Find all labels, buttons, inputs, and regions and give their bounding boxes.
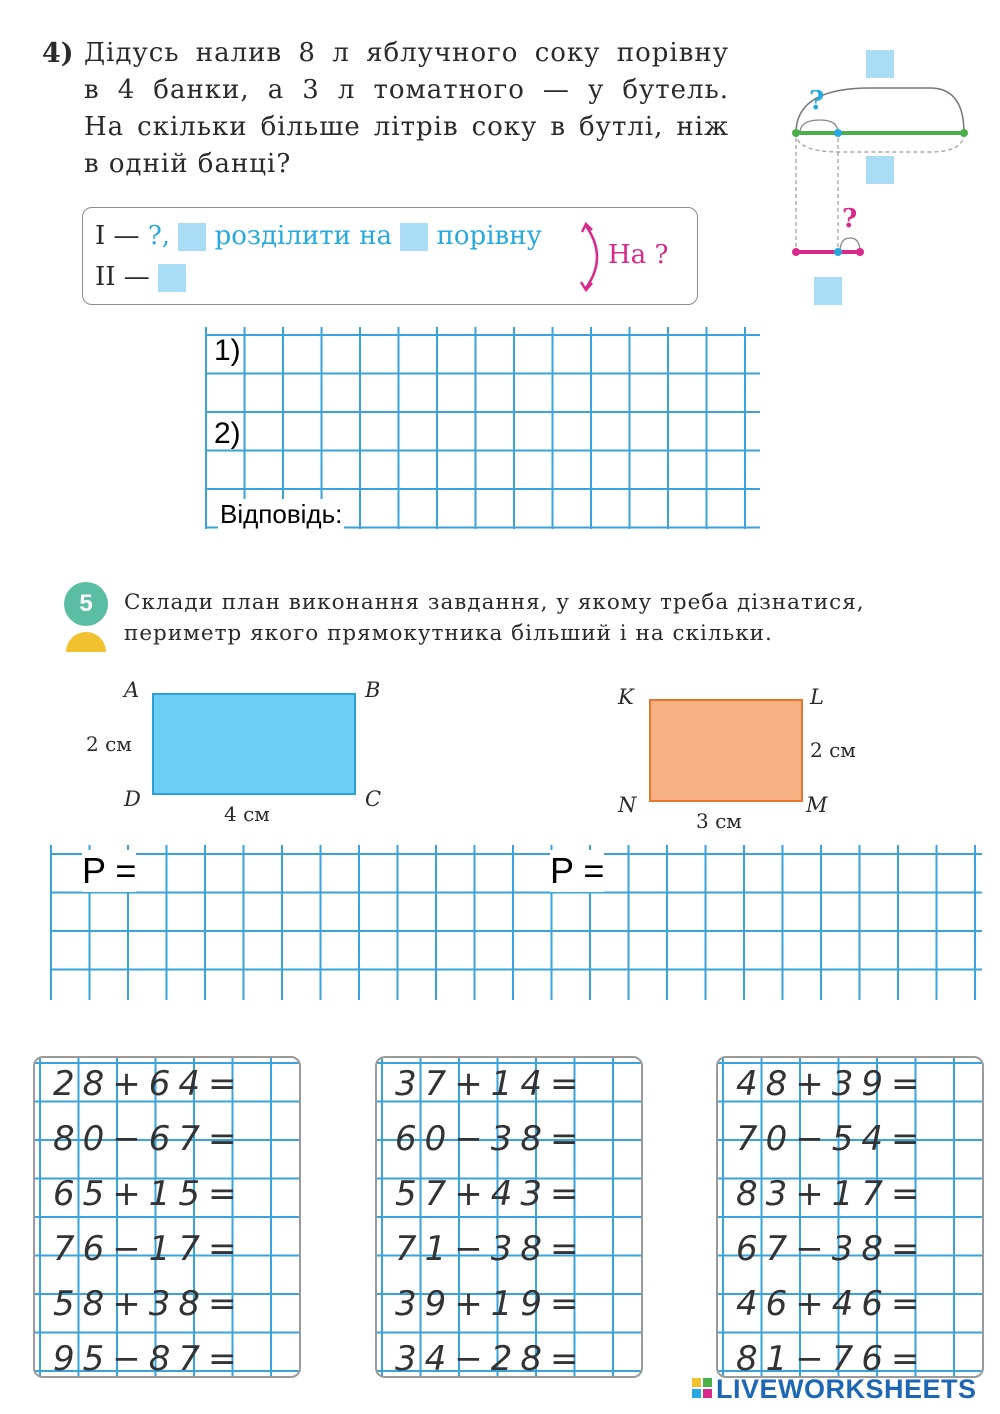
problem-4-text-line-2: в 4 банки, а 3 л томатного — у бутель. (84, 75, 729, 105)
blank-box (814, 277, 842, 305)
problem-4-number: 4) (42, 38, 74, 69)
plan-row-1 (95, 221, 542, 251)
exercise-card-1 (33, 1056, 301, 1378)
diagram-question-top: ? (809, 86, 825, 116)
blank-box (178, 223, 206, 251)
plan-row-1-question: ?, (147, 221, 171, 251)
side-nm-length: 3 см (696, 809, 742, 833)
exercise-expression: 67−38= (736, 1229, 928, 1269)
exercise-expression: 71−38= (395, 1229, 587, 1269)
perimeter-grid[interactable] (50, 845, 982, 1000)
vertex-d: D (124, 787, 141, 811)
perimeter-label-right: P = (550, 850, 605, 891)
blank-box (866, 156, 894, 184)
plan-divide-label: розділити на (214, 221, 393, 251)
compare-brace-icon (578, 220, 608, 295)
plan-row-1-prefix: I — (95, 221, 140, 251)
problem-4-text-line-4: в одній банці? (84, 149, 292, 179)
vertex-c: C (365, 787, 382, 811)
exercise-expression: 37+14= (395, 1064, 587, 1104)
exercise-expression: 28+64= (53, 1064, 245, 1104)
plan-row-2 (95, 262, 186, 292)
liveworksheets-logo-icon (692, 1378, 712, 1400)
exercise-expression: 39+19= (395, 1284, 587, 1324)
segment-diagram (780, 40, 980, 310)
watermark: LIVEWORKSHEETS (716, 1374, 977, 1404)
exercise-expression: 95−87= (53, 1339, 245, 1378)
problem-5-number: 5 (64, 582, 108, 626)
exercise-card-3 (716, 1056, 984, 1378)
compare-question: На ? (608, 240, 669, 270)
answer-label: Відповідь: (220, 499, 343, 529)
vertex-l: L (810, 685, 824, 709)
exercise-expression: 48+39= (736, 1064, 928, 1104)
rectangle-abcd (152, 693, 356, 795)
vertex-a: A (124, 678, 140, 702)
plan-row-2-prefix: II — (95, 262, 150, 292)
problem-5-text-line-2: периметр якого прямокутника більший і на скільки. (124, 621, 773, 646)
blank-box (866, 50, 894, 78)
exercise-expression: 46+46= (736, 1284, 928, 1324)
exercise-expression: 83+17= (736, 1174, 928, 1214)
difficulty-icon (66, 632, 106, 652)
exercise-expression: 65+15= (53, 1174, 245, 1214)
exercise-expression: 34−28= (395, 1339, 587, 1378)
exercise-expression: 76−17= (53, 1229, 245, 1269)
diagram-question-bottom: ? (842, 204, 858, 234)
exercise-expression: 58+38= (53, 1284, 245, 1324)
exercise-expression: 60−38= (395, 1119, 587, 1159)
vertex-b: B (365, 678, 381, 702)
problem-4-text-line-3: На скільки більше літрів соку в бутлі, ніж (84, 112, 729, 142)
side-lm-length: 2 см (810, 738, 856, 762)
step-1-label: 1) (214, 334, 241, 367)
problem-4-text-line-1: Дідусь налив 8 л яблучного соку порівну (84, 38, 729, 68)
side-ad-length: 2 см (86, 732, 132, 756)
exercise-expression: 70−54= (736, 1119, 928, 1159)
blank-box (400, 223, 428, 251)
vertex-n: N (618, 793, 637, 817)
vertex-k: K (618, 685, 634, 709)
perimeter-label-left: P = (82, 850, 137, 891)
exercise-expression: 81−76= (736, 1339, 928, 1378)
vertex-m: M (806, 793, 828, 817)
rectangle-klmn (649, 699, 803, 802)
exercise-expression: 57+43= (395, 1174, 587, 1214)
problem-5-text-line-1: Склади план виконання завдання, у якому треба дізнатися, (124, 590, 865, 615)
step-2-label: 2) (214, 417, 241, 450)
blank-box (158, 264, 186, 292)
exercise-card-2 (375, 1056, 643, 1378)
side-dc-length: 4 см (224, 802, 270, 826)
plan-equal-label: порівну (436, 221, 542, 251)
exercise-expression: 80−67= (53, 1119, 245, 1159)
